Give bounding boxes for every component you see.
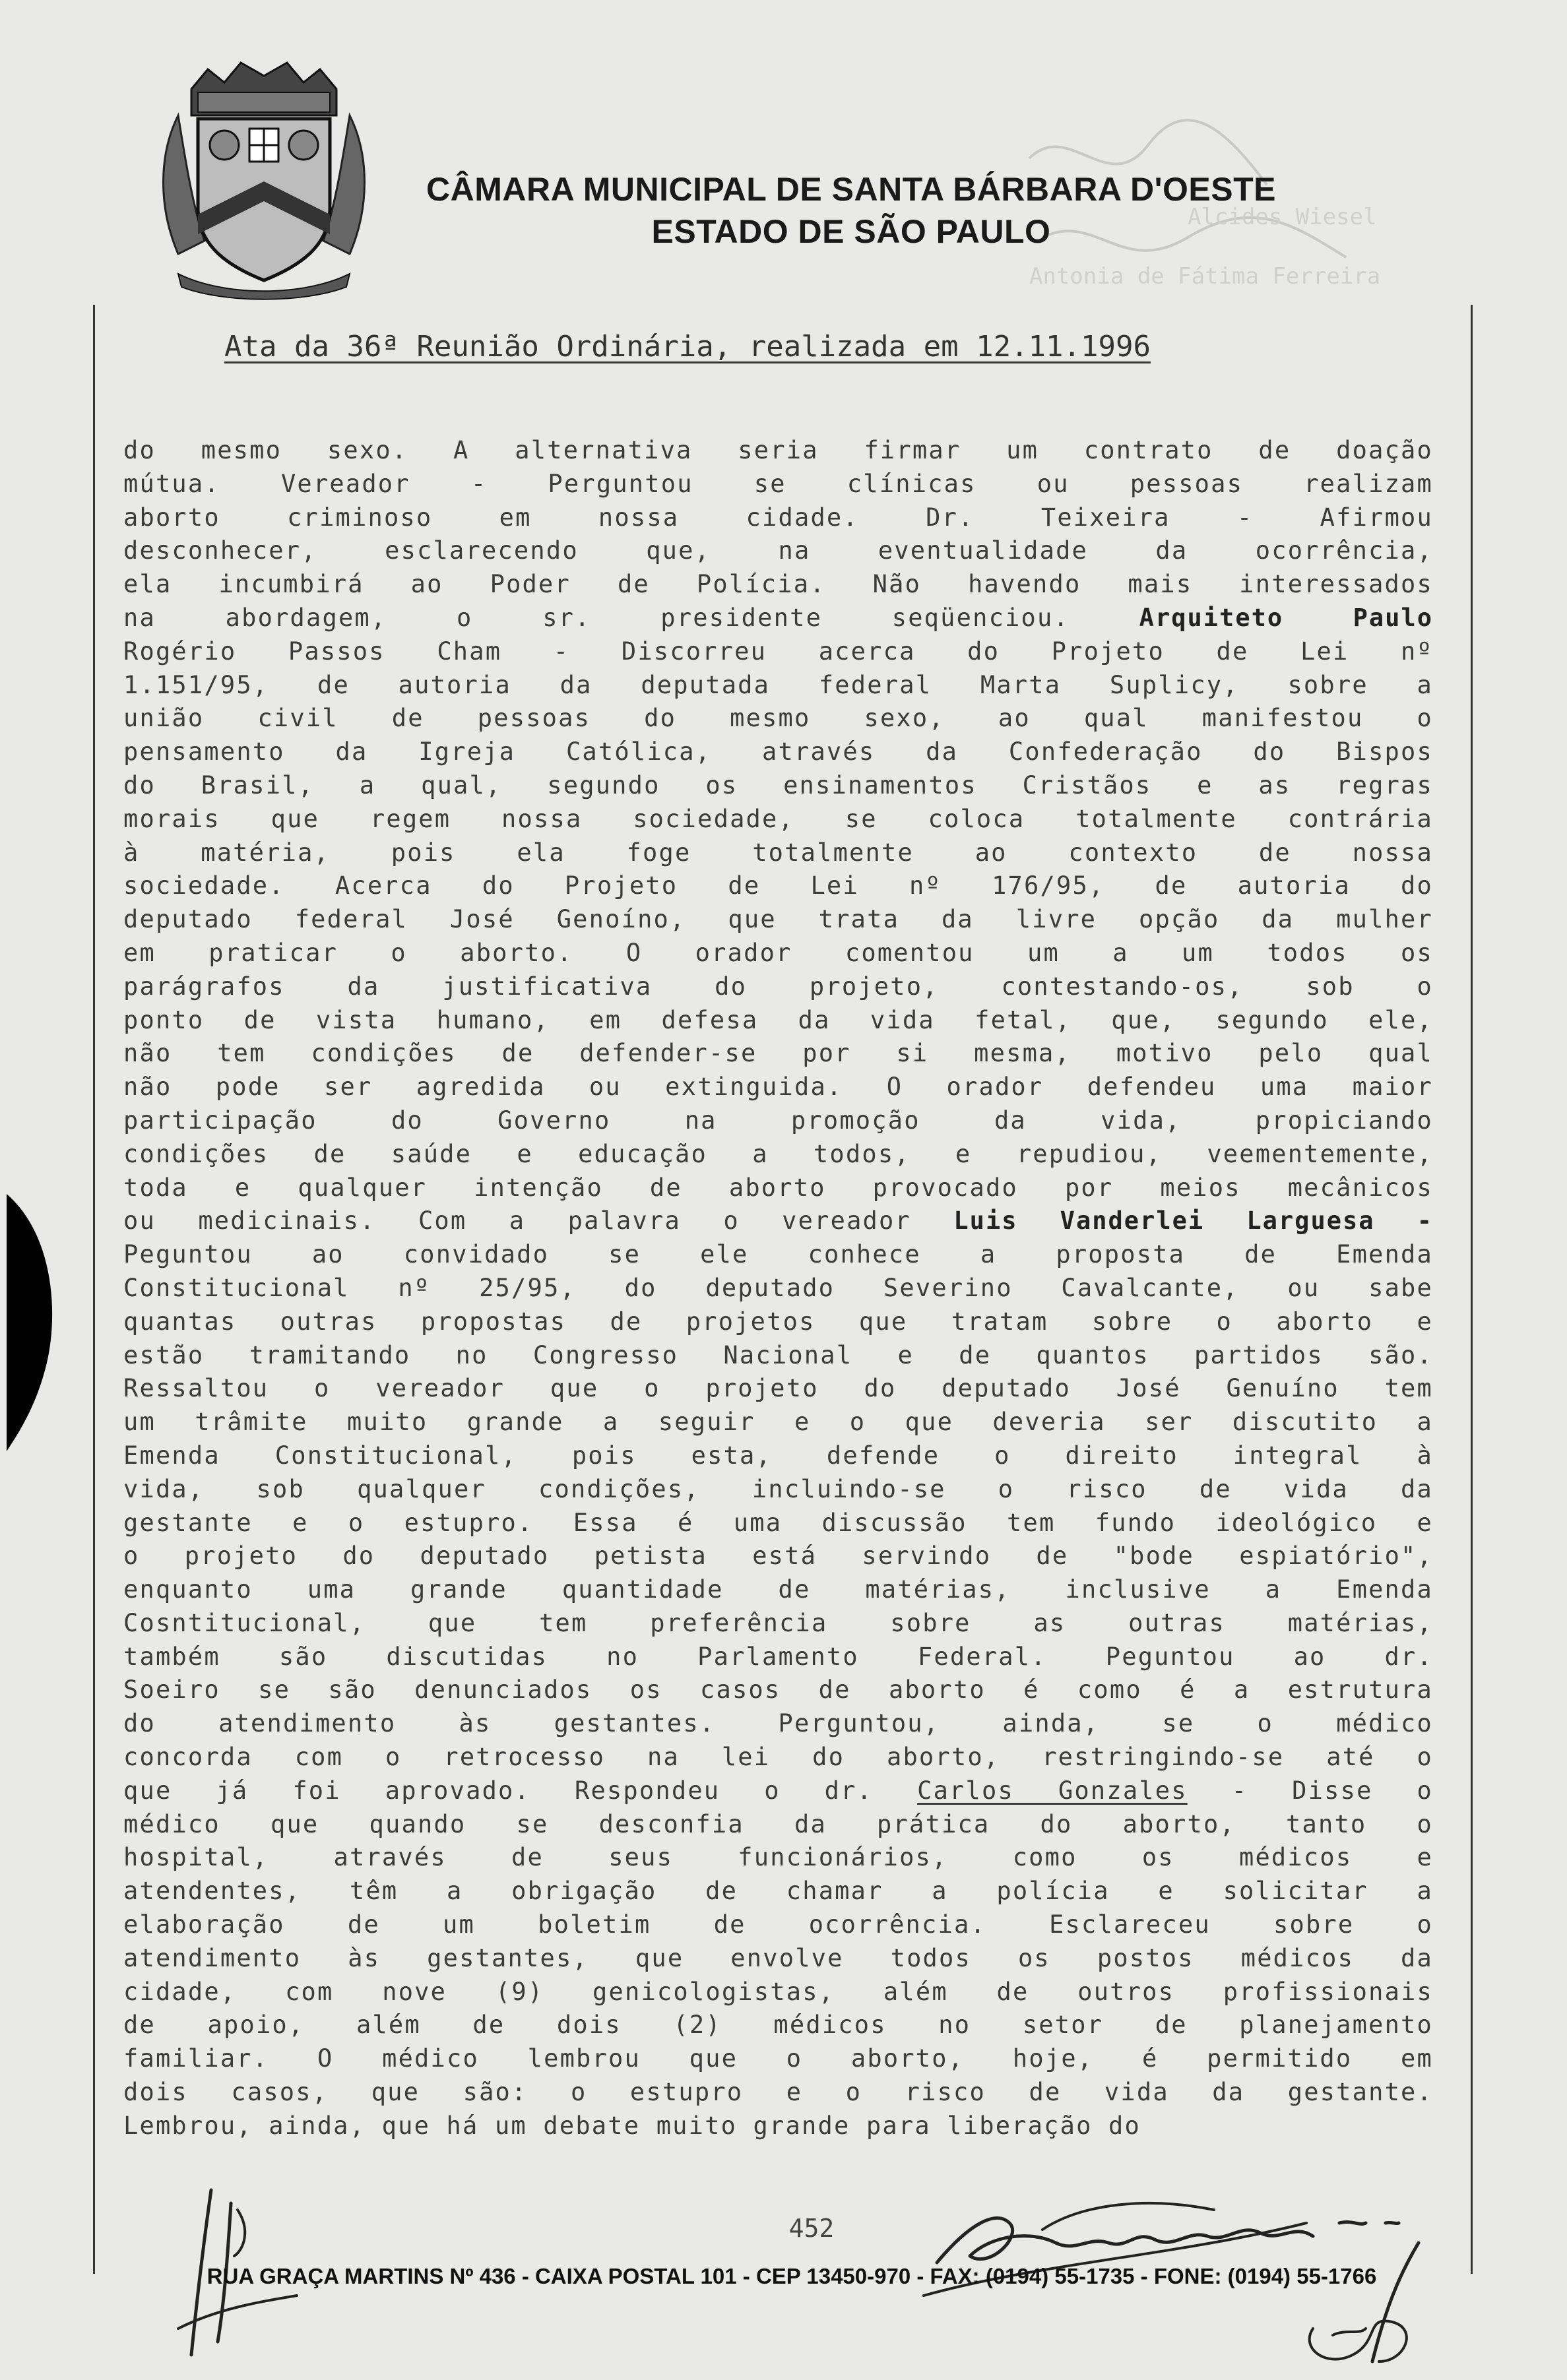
body-line: Rogério Passos Cham - Discorreu acerca do Projeto de Lei nº (123, 637, 1433, 666)
body-line: à matéria, pois ela foge totalmente ao contexto de nossa (123, 838, 1433, 867)
body-line: Constitucional nº 25/95, do deputado Severino Cavalcante, ou sabe (123, 1273, 1433, 1302)
body-line: médico que quando se desconfia da prática do aborto, tanto o (123, 1809, 1433, 1838)
body-line: pensamento da Igreja Católica, através da Confederação do Bispos (123, 737, 1433, 767)
body-line: o projeto do deputado petista está servindo de "bode espiatório", (123, 1542, 1433, 1571)
body-line: em praticar o aborto. O orador comentou um a um todos os (123, 938, 1433, 967)
body-line: cidade, com nove (9) genicologistas, além de outros profissionais (123, 1977, 1433, 2006)
body-line-text: na abordagem, o sr. presidente seqüenciou. (123, 603, 1070, 632)
body-line: elaboração de um boletim de ocorrência. Esclareceu sobre o (123, 1910, 1433, 1939)
body-line: Lembrou, ainda, que há um debate muito grande para liberação do (123, 2111, 1141, 2140)
speaker-name-arquiteto: Arquiteto Paulo (1139, 603, 1434, 632)
body-line: não tem condições de defender-se por si mesma, motivo pelo qual (123, 1039, 1433, 1068)
body-line: do atendimento às gestantes. Perguntou, ainda, se o médico (123, 1709, 1433, 1738)
body-line: mútua. Vereador - Perguntou se clínicas ou pessoas realizam (123, 469, 1433, 498)
body-line (123, 1774, 1433, 1808)
body-line: um trâmite muito grande a seguir e o que deveria ser discutito a (123, 1408, 1433, 1437)
minute-title-text: Ata da 36ª Reunião Ordinária, realizada em 12.11.1996 (224, 330, 1151, 363)
body-line: atendentes, têm a obrigação de chamar a polícia e solicitar a (123, 1877, 1433, 1906)
body-line: de apoio, além de dois (2) médicos no setor de planejamento (123, 2011, 1433, 2040)
state-name: ESTADO DE SÃO PAULO (651, 213, 1051, 250)
body-line: Cosntitucional, que tem preferência sobre as outras matérias, (123, 1608, 1433, 1637)
body-line-text: ou medicinais. Com a palavra o vereador (123, 1206, 911, 1236)
speaker-name-gonzales: Carlos Gonzales (917, 1776, 1188, 1805)
body-line: Emenda Constitucional, pois esta, defende o direito integral à (123, 1441, 1433, 1470)
header-title (422, 168, 1280, 253)
body-line-text: que já foi aprovado. Respondeu o dr. (123, 1776, 874, 1805)
minute-title (224, 330, 1346, 363)
body-line: dois casos, que são: o estupro e o risco de vida da gestante. (123, 2078, 1433, 2107)
body-line: do mesmo sexo. A alternativa seria firmar um contrato de doação (123, 436, 1433, 464)
coat-of-arms-icon (152, 56, 376, 300)
body-line: toda e qualquer intenção de aborto provocado por meios mecânicos (123, 1173, 1433, 1202)
footer-address: RUA GRAÇA MARTINS Nº 436 - CAIXA POSTAL 101 - CEP 13450-970 - FAX: (0194) 55-1735 - FONE: (0194) 55-1766 (207, 2264, 1377, 2288)
body-line: aborto criminoso em nossa cidade. Dr. Teixeira - Afirmou (123, 503, 1433, 532)
margin-signature (0, 1181, 73, 1458)
body-line: participação do Governo na promoção da vida, propiciando (123, 1106, 1433, 1135)
body-line: do Brasil, a qual, segundo os ensinamentos Cristãos e as regras (123, 770, 1433, 799)
minute-body (123, 434, 1433, 2143)
frame-line-left (93, 305, 95, 2274)
body-line: vida, sob qualquer condições, incluindo-se o risco de vida da (123, 1474, 1433, 1503)
body-line: ponto de vista humano, em defesa da vida fetal, que, segundo ele, (123, 1005, 1433, 1034)
body-line: Ressaltou o vereador que o projeto do deputado José Genuíno tem (123, 1374, 1433, 1403)
body-line: gestante e o estupro. Essa é uma discussão tem fundo ideológico e (123, 1508, 1433, 1537)
bleed-name-1: Alcides Wiesel (1188, 204, 1377, 230)
body-line: união civil de pessoas do mesmo sexo, ao qual manifestou o (123, 704, 1433, 733)
bleed-name-2: Antonia de Fátima Ferreira (1029, 263, 1381, 290)
body-line: atendimento às gestantes, que envolve todos os postos médicos da (123, 1943, 1433, 1972)
body-line: também são discutidas no Parlamento Federal. Peguntou ao dr. (123, 1642, 1433, 1671)
body-line: hospital, através de seus funcionários, como os médicos e (123, 1843, 1433, 1872)
body-line (123, 1205, 1433, 1238)
body-line: Peguntou ao convidado se ele conhece a proposta de Emenda (123, 1240, 1433, 1269)
body-line: Soeiro se são denunciados os casos de aborto é como é a estrutura (123, 1675, 1433, 1705)
body-line: ela incumbirá ao Poder de Polícia. Não havendo mais interessados (123, 570, 1433, 599)
body-line: desconhecer, esclarecendo que, na eventualidade da ocorrência, (123, 536, 1433, 565)
body-line: familiar. O médico lembrou que o aborto, hoje, é permitido em (123, 2044, 1433, 2073)
body-line: sociedade. Acerca do Projeto de Lei nº 176/95, de autoria do (123, 871, 1433, 900)
frame-line-right (1471, 305, 1473, 2274)
body-line (123, 602, 1433, 635)
body-line: parágrafos da justificativa do projeto, contestando-os, sob o (123, 972, 1433, 1001)
body-line: deputado federal José Genoíno, que trata da livre opção da mulher (123, 905, 1433, 934)
signature-right (1287, 2236, 1452, 2375)
page-number: 452 (788, 2214, 835, 2243)
body-line: morais que regem nossa sociedade, se coloca totalmente contrária (123, 804, 1433, 833)
body-line: condições de saúde e educação a todos, e repudiou, veementemente, (123, 1139, 1433, 1168)
body-line-text: - Disse o (1187, 1776, 1434, 1805)
speaker-name-larguesa: Luis Vanderlei Larguesa - (953, 1206, 1434, 1236)
bleed-through-handwriting (990, 106, 1478, 422)
body-line: enquanto uma grande quantidade de matérias, inclusive a Emenda (123, 1575, 1433, 1604)
body-line: 1.151/95, de autoria da deputada federal Marta Suplicy, sobre a (123, 670, 1433, 699)
body-line: estão tramitando no Congresso Nacional e de quantos partidos são. (123, 1340, 1433, 1369)
body-line: concorda com o retrocesso na lei do aborto, restringindo-se até o (123, 1743, 1433, 1772)
institution-name: CÂMARA MUNICIPAL DE SANTA BÁRBARA D'OESTE (426, 171, 1276, 208)
body-line: quantas outras propostas de projetos que tratam sobre o aborto e (123, 1307, 1433, 1336)
body-line: não pode ser agredida ou extinguida. O orador defendeu uma maior (123, 1073, 1433, 1102)
